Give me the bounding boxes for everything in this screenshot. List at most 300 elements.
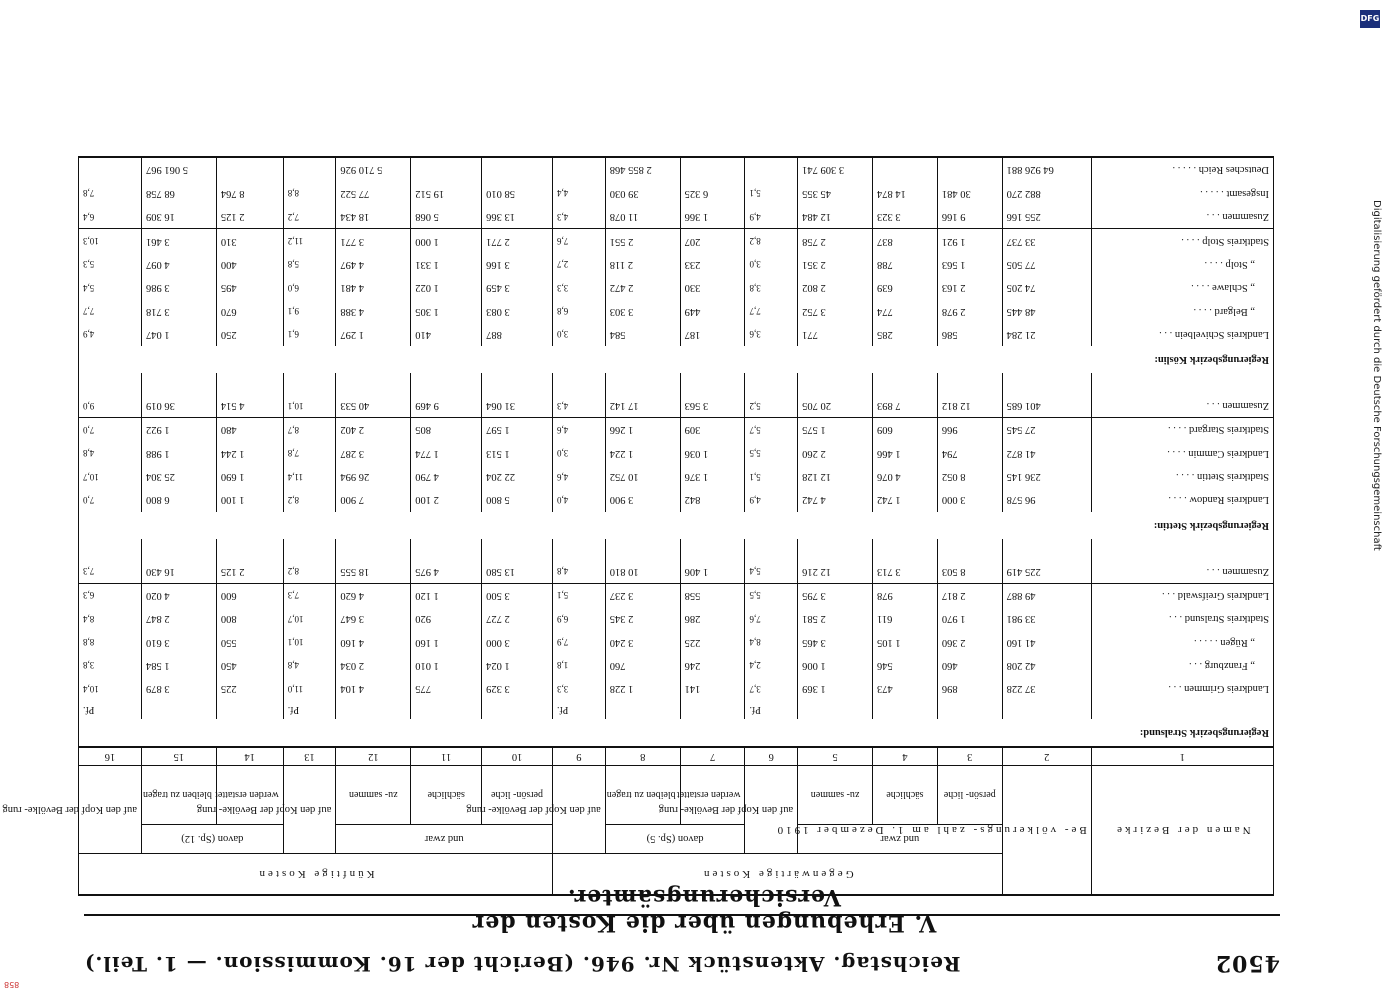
cell-c6: 3,0: [745, 253, 798, 276]
cell-c7: 1 376: [680, 465, 745, 488]
cell-c11: 1 120: [411, 583, 482, 607]
cell-c4: 788: [873, 253, 938, 276]
cell-c2: 882 270: [1002, 182, 1091, 205]
cell-c12: 3 287: [336, 442, 411, 465]
cell-c5: 2 581: [798, 607, 873, 630]
cell-c15: 2 847: [141, 607, 216, 630]
cell-c12: 7 900: [336, 488, 411, 511]
column-number: 5: [798, 747, 873, 766]
header-davon-future: davon (Sp. 12): [141, 825, 283, 854]
cell-c3: 460: [937, 654, 1002, 677]
cell-c4: 837: [873, 229, 938, 253]
district-name: „ Franzburg . . .: [1091, 654, 1273, 677]
cell-c16: 10,7: [79, 465, 142, 488]
table-row: [79, 157, 1274, 182]
district-name: Landkreis Grimmen . . .: [1091, 677, 1273, 700]
cell-c13: 8,7: [283, 418, 336, 442]
unit-row: [79, 700, 1274, 718]
cell-c4: 473: [873, 677, 938, 700]
cell-c9: 2,7: [553, 253, 606, 276]
cell-c10: [482, 157, 553, 182]
column-number: 3: [937, 747, 1002, 766]
table-row: [79, 488, 1274, 511]
cell-c13: 8,8: [283, 182, 336, 205]
cell-c13: 10,7: [283, 607, 336, 630]
cell-c6: 3,8: [745, 276, 798, 299]
cell-c9: 3,3: [553, 276, 606, 299]
cell-c15: 68 758: [141, 182, 216, 205]
cell-c2: 74 205: [1002, 276, 1091, 299]
district-name: „ Rügen . . . . .: [1091, 630, 1273, 653]
cell-c10: 1 597: [482, 418, 553, 442]
spacer-cell: [1002, 539, 1091, 559]
page-number: 4502: [1214, 950, 1280, 976]
spacer-cell: [605, 373, 680, 393]
header-total-future: zu- sammen: [336, 766, 411, 825]
cell-c7: 6 325: [680, 182, 745, 205]
region-row: [79, 512, 1274, 539]
column-number: 2: [1002, 747, 1091, 766]
cell-c4: [873, 700, 938, 718]
total-row: [79, 394, 1274, 418]
header-remaining-future: bleiben zu tragen: [141, 766, 216, 825]
cell-c13: 11,4: [283, 465, 336, 488]
cell-c16: 7,7: [79, 299, 142, 322]
cell-c11: 4 975: [411, 559, 482, 583]
spacer-cell: [745, 539, 798, 559]
cell-c3: 30 481: [937, 182, 1002, 205]
table-row: [79, 253, 1274, 276]
dfg-logo: DFG: [1360, 10, 1380, 28]
cell-c11: 19 512: [411, 182, 482, 205]
header-und-zwar-future: und zwar: [336, 825, 553, 854]
cell-c14: 250: [216, 323, 283, 346]
cell-c15: 3 718: [141, 299, 216, 322]
district-name: „ Belgard . . . .: [1091, 299, 1273, 322]
spacer-cell: [937, 373, 1002, 393]
cell-c3: 1 921: [937, 229, 1002, 253]
cell-c5: 3 795: [798, 583, 873, 607]
cell-c5: 3 752: [798, 299, 873, 322]
header-per-head-present-a: auf den Kopf der Bevölke- rung: [745, 766, 798, 854]
cell-c14: 4 514: [216, 394, 283, 418]
spacer-cell: [1091, 373, 1273, 393]
cell-c16: 8,8: [79, 630, 142, 653]
cell-c11: 1 305: [411, 299, 482, 322]
cell-c2: 401 685: [1002, 394, 1091, 418]
cell-c3: [937, 157, 1002, 182]
table-row: [79, 182, 1274, 205]
cell-c13: 10,1: [283, 630, 336, 653]
header-population: Be- völkerungs- zahl am 1. Dezember 1910: [1002, 766, 1091, 896]
cell-c9: 1,8: [553, 654, 606, 677]
cell-c14: 2 125: [216, 559, 283, 583]
cell-c12: 4 620: [336, 583, 411, 607]
district-name: Zusammen . . .: [1091, 559, 1273, 583]
cell-c8: 1 224: [605, 442, 680, 465]
cell-c3: 8 503: [937, 559, 1002, 583]
cell-c4: 774: [873, 299, 938, 322]
cell-c6: [745, 157, 798, 182]
spacer-row: [79, 373, 1274, 393]
spacer-cell: [798, 373, 873, 393]
cell-c15: 36 019: [141, 394, 216, 418]
column-number: 4: [873, 747, 938, 766]
column-number: 1: [1091, 747, 1273, 766]
cell-c10: 5 800: [482, 488, 553, 511]
cell-c2: 27 545: [1002, 418, 1091, 442]
cell-c13: 11,2: [283, 229, 336, 253]
district-name: Stadtkreis Stargard . . . .: [1091, 418, 1273, 442]
cell-c3: 2 817: [937, 583, 1002, 607]
cell-c14: 800: [216, 607, 283, 630]
cell-c12: 1 297: [336, 323, 411, 346]
cell-c7: 309: [680, 418, 745, 442]
cell-c2: 37 228: [1002, 677, 1091, 700]
header-total-present: zu- sammen: [798, 766, 873, 825]
spacer-cell: [553, 539, 606, 559]
cell-c8: 10 752: [605, 465, 680, 488]
cell-c15: 4 020: [141, 583, 216, 607]
region-row: [79, 346, 1274, 373]
district-name: Landkreis Schivelbein . . .: [1091, 323, 1273, 346]
cell-c3: [937, 700, 1002, 718]
cell-c8: 2 345: [605, 607, 680, 630]
cell-c10: 3 500: [482, 583, 553, 607]
cell-c8: 11 078: [605, 205, 680, 229]
cell-c8: 1 228: [605, 677, 680, 700]
table-row: [79, 418, 1274, 442]
cell-c6: 2,4: [745, 654, 798, 677]
cell-c11: 920: [411, 607, 482, 630]
cell-c9: [553, 157, 606, 182]
cell-c13: Pf.: [283, 700, 336, 718]
cell-c9: 4,3: [553, 394, 606, 418]
cell-c9: 4,0: [553, 488, 606, 511]
spacer-row: [79, 539, 1274, 559]
cell-c16: 7,3: [79, 559, 142, 583]
cost-table: [2, 156, 1274, 896]
cell-c9: 7,6: [553, 229, 606, 253]
cell-c14: 310: [216, 229, 283, 253]
cell-c14: 225: [216, 677, 283, 700]
cell-c12: 4 160: [336, 630, 411, 653]
cell-c12: 77 522: [336, 182, 411, 205]
header-material-future: sächliche: [411, 766, 482, 825]
district-name: Landkreis Cammin . . . .: [1091, 442, 1273, 465]
cell-c11: 5 068: [411, 205, 482, 229]
table-row: [79, 465, 1274, 488]
cell-c4: 3 713: [873, 559, 938, 583]
cell-c14: 1 100: [216, 488, 283, 511]
digitization-note: Digitalisierung gefördert durch die Deutsche Forschungsgemeinschaft: [1371, 200, 1382, 551]
cell-c12: 4 481: [336, 276, 411, 299]
cell-c4: 1 466: [873, 442, 938, 465]
cell-c15: 1 584: [141, 654, 216, 677]
cell-c4: 978: [873, 583, 938, 607]
cell-c16: 9,0: [79, 394, 142, 418]
table-row: [79, 229, 1274, 253]
cell-c9: 5,1: [553, 583, 606, 607]
cell-c7: 1 366: [680, 205, 745, 229]
cell-c4: 546: [873, 654, 938, 677]
district-name: [1091, 700, 1273, 718]
spacer-cell: [680, 373, 745, 393]
header-personal-future: persön- liche: [482, 766, 553, 825]
cell-c16: 7,8: [79, 182, 142, 205]
cell-c5: 12 128: [798, 465, 873, 488]
cell-c8: [605, 700, 680, 718]
table-row: [79, 630, 1274, 653]
header-personal-present: persön- liche: [937, 766, 1002, 825]
cell-c9: 4,6: [553, 418, 606, 442]
cell-c14: 450: [216, 654, 283, 677]
cell-c9: 4,4: [553, 182, 606, 205]
cell-c9: 7,9: [553, 630, 606, 653]
cell-c12: 3 647: [336, 607, 411, 630]
cell-c5: [798, 700, 873, 718]
cell-c12: 40 533: [336, 394, 411, 418]
cell-c9: 4,6: [553, 465, 606, 488]
cell-c10: 887: [482, 323, 553, 346]
cell-c8: 2 551: [605, 229, 680, 253]
spacer-cell: [216, 373, 283, 393]
column-number: 8: [605, 747, 680, 766]
cell-c2: 64 926 881: [1002, 157, 1091, 182]
header-refunded-future: werden erstattet: [216, 766, 283, 825]
cell-c13: 7,2: [283, 205, 336, 229]
region-label: Regierungsbezirk Köslin:: [79, 346, 1274, 373]
table-header: [2, 747, 1274, 895]
region-row: [79, 719, 1274, 747]
spacer-cell: [336, 373, 411, 393]
cell-c11: 805: [411, 418, 482, 442]
cell-c9: 3,3: [553, 677, 606, 700]
spacer-cell: [79, 539, 142, 559]
cell-c15: 1 988: [141, 442, 216, 465]
cell-c16: 10,4: [79, 677, 142, 700]
district-name: „ Schlawe . . . .: [1091, 276, 1273, 299]
header-remaining-present: bleiben zu tragen: [605, 766, 680, 825]
cell-c12: 18 555: [336, 559, 411, 583]
cell-c6: 3,6: [745, 323, 798, 346]
district-name: Zusammen . . .: [1091, 205, 1273, 229]
spacer-cell: [482, 539, 553, 559]
cell-c5: 20 705: [798, 394, 873, 418]
cell-c6: 5,1: [745, 465, 798, 488]
cell-c8: 3 237: [605, 583, 680, 607]
column-number: 14: [216, 747, 283, 766]
cell-c5: 4 742: [798, 488, 873, 511]
column-number: 11: [411, 747, 482, 766]
cell-c10: 31 064: [482, 394, 553, 418]
column-number: 13: [283, 747, 336, 766]
table-row: [79, 654, 1274, 677]
cell-c9: Pf.: [553, 700, 606, 718]
cell-c7: 330: [680, 276, 745, 299]
cell-c12: 2 034: [336, 654, 411, 677]
spacer-cell: [482, 373, 553, 393]
cell-c3: 3 000: [937, 488, 1002, 511]
cell-c15: 3 879: [141, 677, 216, 700]
cell-c16: 4,9: [79, 323, 142, 346]
cell-c5: 2 802: [798, 276, 873, 299]
cell-c12: 4 497: [336, 253, 411, 276]
header-und-zwar-present: und zwar: [798, 825, 1003, 854]
cell-c6: 8,2: [745, 229, 798, 253]
cell-c13: 6,1: [283, 323, 336, 346]
cell-c13: 7,3: [283, 583, 336, 607]
district-name: Deutsches Reich . . . . .: [1091, 157, 1273, 182]
header-present-costs: Gegenwärtige Kosten: [553, 854, 1003, 896]
cell-c5: 2 351: [798, 253, 873, 276]
cell-c2: 33 737: [1002, 229, 1091, 253]
cell-c13: 4,8: [283, 654, 336, 677]
district-name: Landkreis Greifswald . . .: [1091, 583, 1273, 607]
cell-c2: 255 166: [1002, 205, 1091, 229]
cell-c14: 1 690: [216, 465, 283, 488]
cell-c16: 8,4: [79, 607, 142, 630]
cell-c7: 1 036: [680, 442, 745, 465]
cell-c10: 1 024: [482, 654, 553, 677]
cell-c11: [411, 700, 482, 718]
cell-c3: 2 360: [937, 630, 1002, 653]
spacer-cell: [798, 539, 873, 559]
cell-c8: 3 900: [605, 488, 680, 511]
cell-c11: 2 100: [411, 488, 482, 511]
spacer-cell: [411, 539, 482, 559]
cell-c15: 6 800: [141, 488, 216, 511]
district-name: Insgesamt . . . . .: [1091, 182, 1273, 205]
cell-c5: 771: [798, 323, 873, 346]
cell-c16: Pf.: [79, 700, 142, 718]
cell-c12: 4 388: [336, 299, 411, 322]
cell-c2: 42 208: [1002, 654, 1091, 677]
cell-c14: [216, 157, 283, 182]
cell-c16: 4,8: [79, 442, 142, 465]
cell-c6: 3,7: [745, 677, 798, 700]
cell-c3: 1 970: [937, 607, 1002, 630]
cell-c5: 2 260: [798, 442, 873, 465]
cell-c6: 7,6: [745, 607, 798, 630]
cell-c4: 611: [873, 607, 938, 630]
cell-c14: 8 764: [216, 182, 283, 205]
cell-c4: [873, 157, 938, 182]
cell-c10: 3 329: [482, 677, 553, 700]
cell-c4: 609: [873, 418, 938, 442]
cell-c10: 3 166: [482, 253, 553, 276]
cell-c6: 5,5: [745, 442, 798, 465]
cell-c7: 558: [680, 583, 745, 607]
header-per-head-future-b: auf den Kopf der Bevölke- rung: [79, 766, 142, 854]
cell-c4: 285: [873, 323, 938, 346]
cell-c2: [1002, 700, 1091, 718]
cell-c6: Pf.: [745, 700, 798, 718]
cell-c14: 600: [216, 583, 283, 607]
cell-c5: 3 309 741: [798, 157, 873, 182]
header-material-present: sächliche: [873, 766, 938, 825]
cell-c13: 9,1: [283, 299, 336, 322]
cell-c13: 5,8: [283, 253, 336, 276]
header-future-costs: Künftige Kosten: [79, 854, 553, 896]
cell-c8: 3 240: [605, 630, 680, 653]
cell-c3: 2 163: [937, 276, 1002, 299]
column-number: 9: [553, 747, 606, 766]
cell-c3: 794: [937, 442, 1002, 465]
cell-c4: 1 105: [873, 630, 938, 653]
column-number: 6: [745, 747, 798, 766]
cell-c10: 3 083: [482, 299, 553, 322]
header-per-head-present-b: auf den Kopf der Bevölke- rung: [553, 766, 606, 854]
cell-c7: 842: [680, 488, 745, 511]
cell-c7: 3 563: [680, 394, 745, 418]
cell-c13: 8,2: [283, 559, 336, 583]
cell-c12: 3 771: [336, 229, 411, 253]
spacer-cell: [873, 373, 938, 393]
cell-c10: 2 771: [482, 229, 553, 253]
cell-c5: 12 484: [798, 205, 873, 229]
cell-c6: 5,5: [745, 583, 798, 607]
cell-c15: 4 097: [141, 253, 216, 276]
cell-c2: 33 981: [1002, 607, 1091, 630]
section-title: V. Erhebungen über die Kosten der Versicherungsämter.: [471, 884, 937, 936]
cell-c9: 6,9: [553, 607, 606, 630]
spacer-cell: [745, 373, 798, 393]
cell-c5: 3 465: [798, 630, 873, 653]
cell-c14: 1 244: [216, 442, 283, 465]
cell-c7: 246: [680, 654, 745, 677]
spacer-cell: [680, 539, 745, 559]
cell-c10: 1 513: [482, 442, 553, 465]
cell-c6: 5,4: [745, 559, 798, 583]
header-per-head-future-a: auf den Kopf der Bevölke- rung: [283, 766, 336, 854]
cell-c13: 6,0: [283, 276, 336, 299]
cell-c9: 6,8: [553, 299, 606, 322]
cell-c13: 11,0: [283, 677, 336, 700]
cell-c7: 207: [680, 229, 745, 253]
cell-c13: 7,8: [283, 442, 336, 465]
cell-c5: 45 355: [798, 182, 873, 205]
cell-c15: 25 304: [141, 465, 216, 488]
cell-c11: 1 774: [411, 442, 482, 465]
cell-c10: [482, 700, 553, 718]
column-number: 10: [482, 747, 553, 766]
cell-c8: 584: [605, 323, 680, 346]
cell-c5: 1 575: [798, 418, 873, 442]
cell-c8: 1 266: [605, 418, 680, 442]
cell-c11: 1 000: [411, 229, 482, 253]
cell-c4: 639: [873, 276, 938, 299]
cell-c10: 58 010: [482, 182, 553, 205]
cell-c8: 760: [605, 654, 680, 677]
cell-c6: 7,7: [745, 299, 798, 322]
cell-c11: 9 469: [411, 394, 482, 418]
district-name: Landkreis Randow . . . .: [1091, 488, 1273, 511]
cell-c4: 3 323: [873, 205, 938, 229]
spacer-cell: [141, 373, 216, 393]
cell-c3: 9 166: [937, 205, 1002, 229]
cell-c7: 225: [680, 630, 745, 653]
cell-c12: [336, 700, 411, 718]
cell-c15: 3 461: [141, 229, 216, 253]
cell-c11: [411, 157, 482, 182]
cell-c5: 1 369: [798, 677, 873, 700]
cell-c3: 2 978: [937, 299, 1002, 322]
spacer-cell: [873, 539, 938, 559]
spacer-cell: [283, 373, 336, 393]
cell-c16: 7,0: [79, 488, 142, 511]
cell-c4: 1 742: [873, 488, 938, 511]
